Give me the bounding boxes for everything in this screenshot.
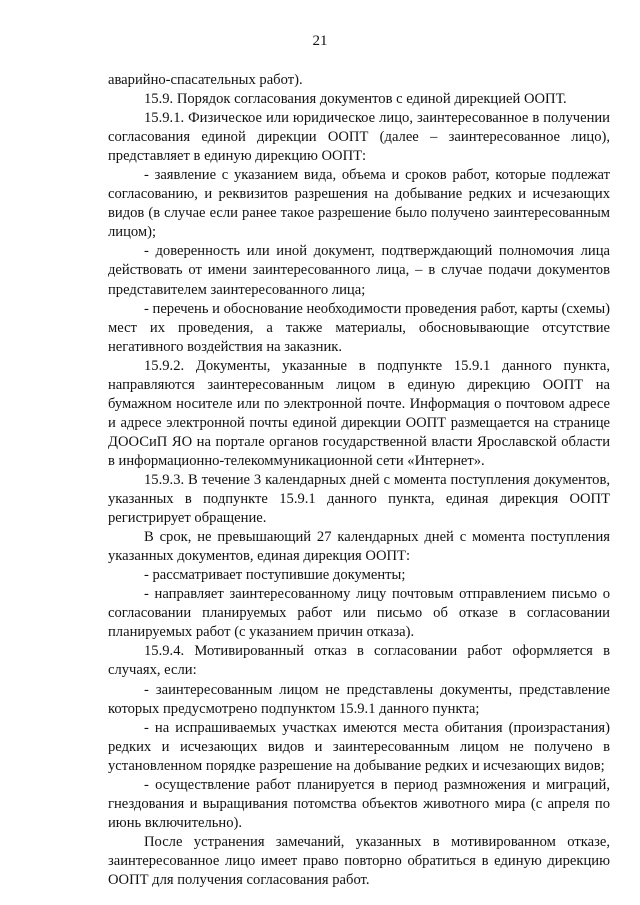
section-heading-15-9: 15.9. Порядок согласования документов с единой дирекцией ООПТ. xyxy=(144,91,567,108)
list-item-review: - рассматривает поступившие документы; xyxy=(144,567,406,584)
list-item-justification: - перечень и обоснование необходимости проведения работ, карты (схемы) мест их проведения, а также материалы, обосновывающие отсутствие негативного воздействия на заказник. xyxy=(108,300,610,355)
list-item-missing-documents: - заинтересованным лицом не представлены документы, представление которых предусмотрено подпунктом 15.9.1 данного пункта; xyxy=(108,681,610,717)
paragraph-continuation: аварийно-спасательных работ). xyxy=(108,72,303,88)
list-item-breeding-period: - осуществление работ планируется в период размножения и миграций, гнездования и выращивания потомства объектов животного мира (с апреля по июнь включительно). xyxy=(108,776,610,831)
paragraph-15-9-1: 15.9.1. Физическое или юридическое лицо, заинтересованное в получении согласования единой дирекции ООПТ (далее – заинтересованное лицо), представляет в единую дирекцию ООПТ: xyxy=(108,110,610,165)
list-item-power-of-attorney: - доверенность или иной документ, подтверждающий полномочия лица действовать от имени заинтересованного лица, – в случае подачи документов представителем заинтересованного лица; xyxy=(108,243,610,298)
paragraph-15-9-4: 15.9.4. Мотивированный отказ в согласовании работ оформляется в случаях, если: xyxy=(108,643,610,679)
list-item-application: - заявление с указанием вида, объема и сроков работ, которые подлежат согласованию, и реквизитов разрешения на добывание редких и исчезающих видов (в случае если ранее такое разрешение было получено заинтересованным лицом); xyxy=(108,167,610,241)
paragraph-deadline: В срок, не превышающий 27 календарных дней с момента поступления указанных документов, единая дирекция ООПТ: xyxy=(108,529,610,565)
paragraph-15-9-2: 15.9.2. Документы, указанные в подпункте 15.9.1 данного пункта, направляются заинтересованным лицом в единую дирекцию ООПТ на бумажном носителе или по электронной почте. Информация о почтовом адресе и адресе электронной почты единой дирекции ООПТ размещается на странице ДООСиП ЯО на портале органов государственной власти Ярославской области в информационно-телекоммуникационной сети «Интернет». xyxy=(108,357,610,469)
document-body xyxy=(108,71,610,890)
list-item-send-letter: - направляет заинтересованному лицу почтовым отправлением письмо о согласовании планируемых работ или письмо об отказе в согласовании планируемых работ (с указанием причин отказа). xyxy=(108,586,610,641)
list-item-habitats: - на испрашиваемых участках имеются места обитания (произрастания) редких и исчезающих видов и заинтересованным лицом не получено в установленном порядке разрешение на добывание редких и исчезающих видов; xyxy=(108,719,610,774)
paragraph-15-9-3: 15.9.3. В течение 3 календарных дней с момента поступления документов, указанных в подпункте 15.9.1 данного пункта, единая дирекция ООПТ регистрирует обращение. xyxy=(108,471,610,527)
page-number: 21 xyxy=(312,33,328,49)
paragraph-resubmission: После устранения замечаний, указанных в мотивированном отказе, заинтересованное лицо имеет право повторно обратиться в единую дирекцию ООПТ для получения согласования работ. xyxy=(108,833,610,888)
